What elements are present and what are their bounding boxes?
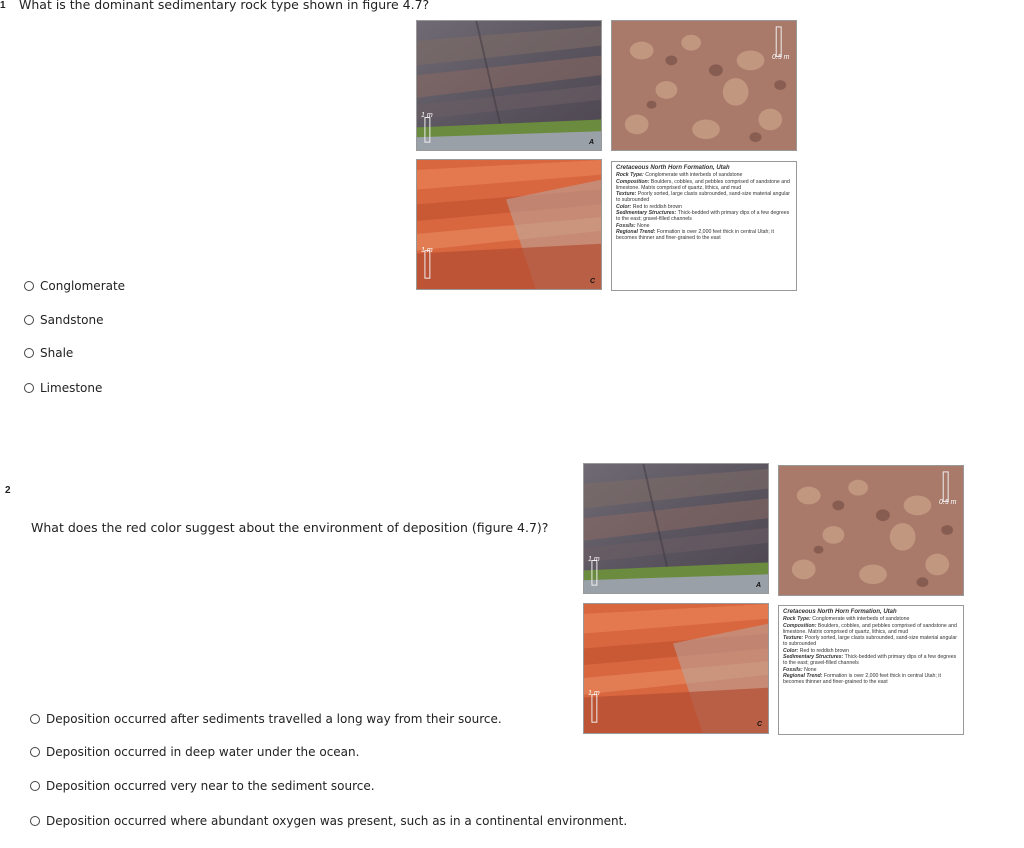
figure-caption xyxy=(778,605,964,735)
scale-label: 0.5 m xyxy=(772,54,790,61)
scale-label: 1 m xyxy=(421,247,433,254)
option-label: Shale xyxy=(40,346,74,360)
caption-value: Poorly sorted, large clasts subrounded, sand-size material angular to subrounded xyxy=(616,191,790,204)
panel-label-c: C xyxy=(590,278,596,285)
photo-outcrop-a xyxy=(416,20,602,151)
option-abundant-oxygen[interactable] xyxy=(30,814,627,828)
caption-key: Color: xyxy=(783,647,799,654)
caption-value: Poorly sorted, large clasts subrounded, sand-size material angular to subrounded xyxy=(783,635,957,648)
caption-key: Composition: xyxy=(616,178,650,185)
option-label: Conglomerate xyxy=(40,279,126,293)
caption-key: Texture: xyxy=(783,635,804,642)
caption-key: Composition: xyxy=(783,622,817,629)
radio-button[interactable] xyxy=(30,747,40,757)
scale-label: 1 m xyxy=(588,556,600,563)
caption-key: Fossils: xyxy=(616,222,636,229)
question-number: 2 xyxy=(5,485,11,496)
caption-value: None xyxy=(637,222,650,229)
photo-red-outcrop-c xyxy=(583,603,769,734)
photo-red-outcrop-c xyxy=(416,159,602,290)
caption-key: Regional Trend: xyxy=(616,228,656,235)
caption-value: Formation is over 2,000 feet thick in central Utah; it becomes thinner and finer-grained to the east xyxy=(783,672,941,686)
caption-value: Red to reddish brown xyxy=(799,647,850,654)
caption-key: Texture: xyxy=(616,191,637,198)
option-label: Deposition occurred very near to the sediment source. xyxy=(46,779,375,793)
caption-value: Thick-bedded with primary dips of a few degrees to the east; gravel-filled channels xyxy=(616,210,790,223)
caption-key: Rock Type: xyxy=(783,616,811,623)
radio-button[interactable] xyxy=(30,714,40,724)
option-conglomerate[interactable] xyxy=(24,279,125,293)
option-label: Limestone xyxy=(40,381,103,395)
caption-value: Conglomerate with interbeds of sandstone xyxy=(812,616,910,623)
radio-button[interactable] xyxy=(24,281,34,291)
caption-value: Boulders, cobbles, and pebbles comprised of sandstone and limestone. Matrix comprised of quartz, lithics, and mud xyxy=(616,178,790,191)
radio-button[interactable] xyxy=(30,816,40,826)
photo-conglomerate-closeup xyxy=(611,20,797,151)
option-label: Deposition occurred where abundant oxygen was present, such as in a continental environment. xyxy=(46,814,628,828)
option-near-source[interactable] xyxy=(30,779,375,793)
caption-title: Cretaceous North Horn Formation, Utah xyxy=(783,609,897,615)
option-label: Sandstone xyxy=(40,313,104,327)
radio-button[interactable] xyxy=(30,781,40,791)
caption-value: Boulders, cobbles, and pebbles comprised of sandstone and limestone. Matrix comprised of quartz, lithics, and mud xyxy=(783,622,957,635)
panel-label-a: A xyxy=(756,582,762,589)
option-shale[interactable] xyxy=(24,346,73,360)
question-text: What does the red color suggest about the environment of deposition (figure 4.7)? xyxy=(31,520,549,535)
caption-key: Fossils: xyxy=(783,666,803,673)
option-sandstone[interactable] xyxy=(24,313,103,327)
caption-key: Rock Type: xyxy=(616,172,644,179)
option-deep-water[interactable] xyxy=(30,745,359,759)
photo-outcrop-a xyxy=(583,463,769,594)
scale-label: 1 m xyxy=(421,112,433,119)
caption-value: Red to reddish brown xyxy=(632,203,683,210)
caption-value: Thick-bedded with primary dips of a few degrees to the east; gravel-filled channels xyxy=(783,654,957,667)
scale-label: 1 m xyxy=(588,690,600,697)
panel-label-c: C xyxy=(757,721,763,728)
caption-key: Color: xyxy=(616,203,632,210)
photo-conglomerate-closeup xyxy=(778,465,964,596)
figure-caption xyxy=(611,161,797,291)
caption-key: Sedimentary Structures: xyxy=(616,210,677,217)
caption-value: None xyxy=(804,666,817,673)
caption-value: Formation is over 2,000 feet thick in central Utah; it becomes thinner and finer-grained to the east xyxy=(616,228,774,242)
question-text: What is the dominant sedimentary rock type shown in figure 4.7? xyxy=(19,0,430,12)
caption-value: Conglomerate with interbeds of sandstone xyxy=(645,172,743,179)
caption-key: Sedimentary Structures: xyxy=(783,654,844,661)
option-label: Deposition occurred in deep water under the ocean. xyxy=(46,745,360,759)
scale-label: 0.5 m xyxy=(939,499,957,506)
radio-button[interactable] xyxy=(24,315,34,325)
option-label: Deposition occurred after sediments travelled a long way from their source. xyxy=(46,712,502,726)
panel-label-a: A xyxy=(589,139,595,146)
option-limestone[interactable] xyxy=(24,381,102,395)
radio-button[interactable] xyxy=(24,348,34,358)
radio-button[interactable] xyxy=(24,383,34,393)
question-number: 1 xyxy=(0,0,6,11)
caption-key: Regional Trend: xyxy=(783,672,823,679)
caption-title: Cretaceous North Horn Formation, Utah xyxy=(616,165,730,171)
option-long-transport[interactable] xyxy=(30,712,502,726)
